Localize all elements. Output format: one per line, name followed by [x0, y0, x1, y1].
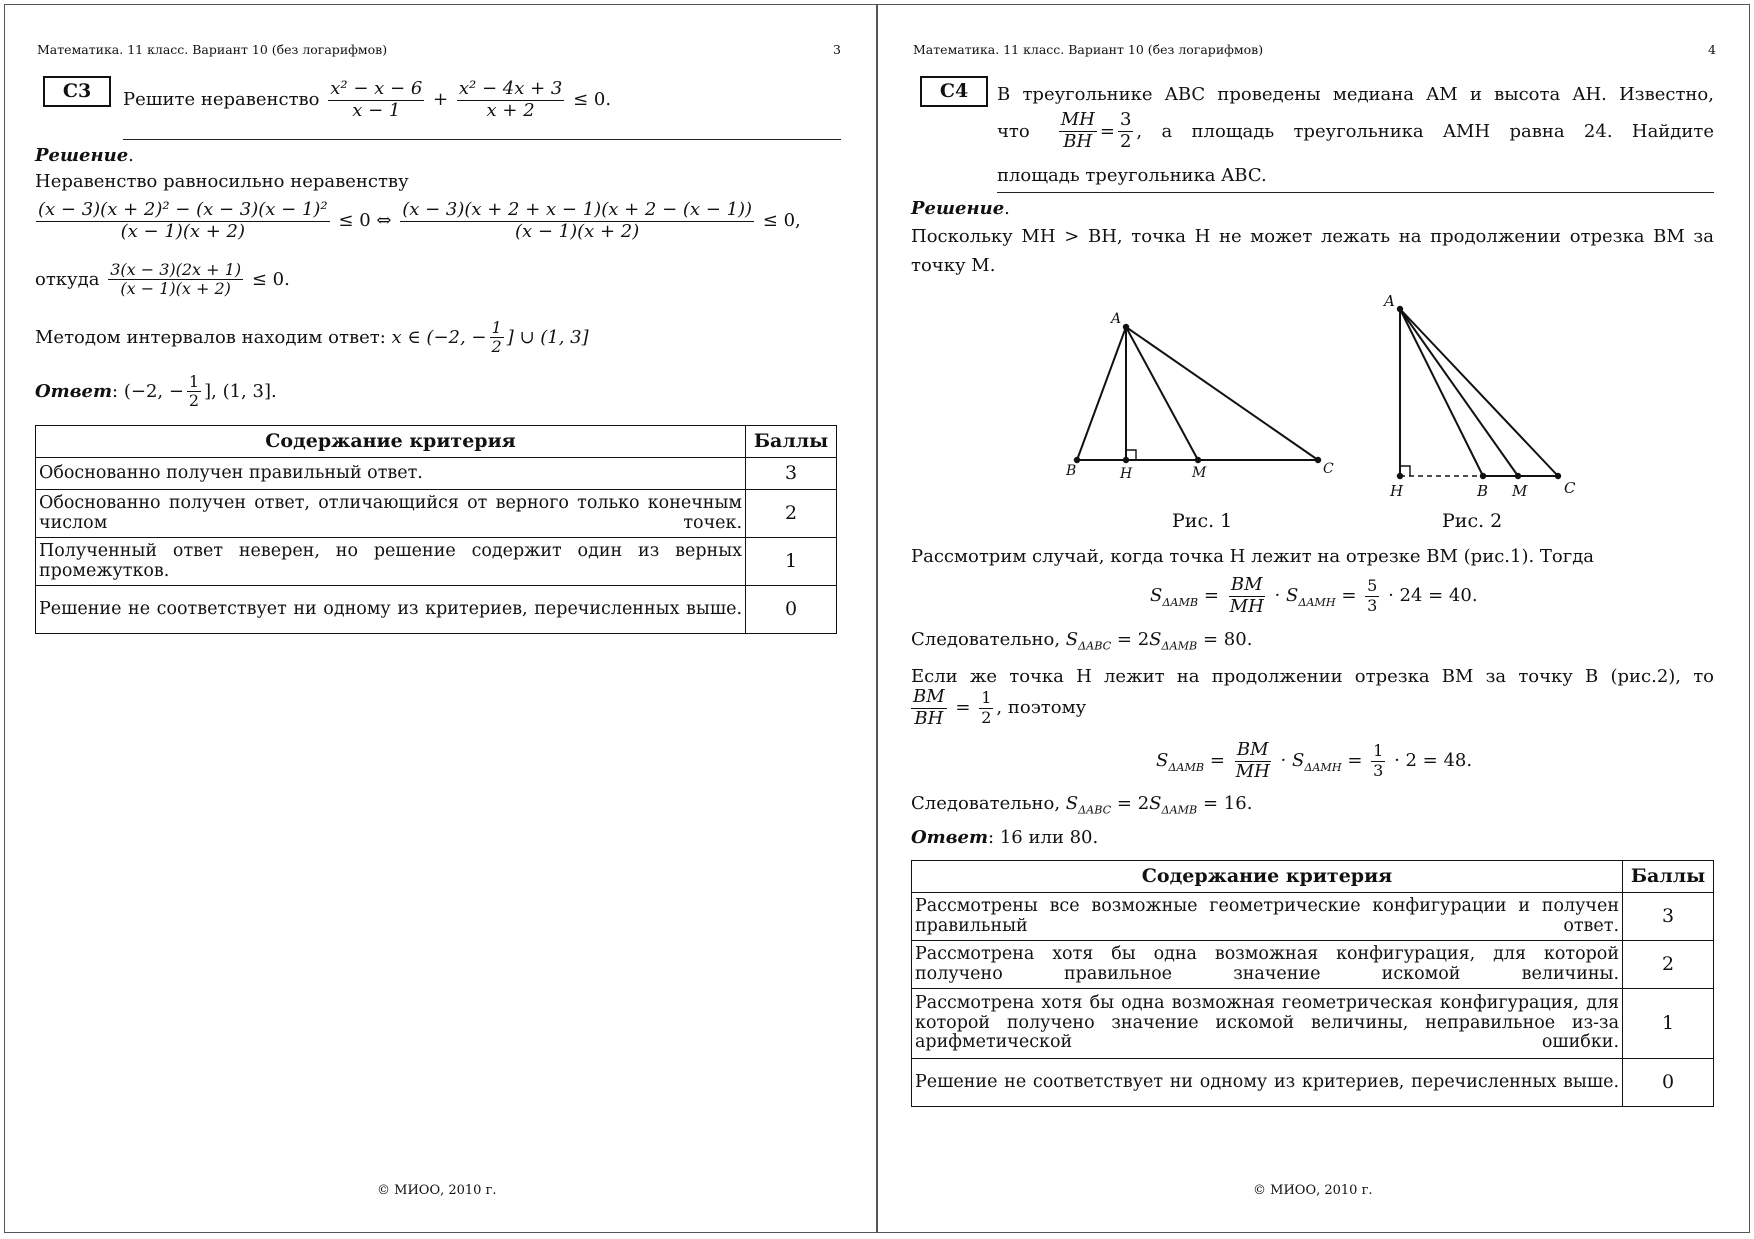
equals-sign: = — [1341, 585, 1357, 607]
fraction-numerator: 1 — [491, 318, 502, 337]
criteria-table — [35, 425, 837, 634]
whence-formula — [35, 261, 290, 299]
fraction-denominator: 2 — [188, 391, 200, 411]
side-ac — [1126, 327, 1318, 460]
area-symbol: · S — [1274, 585, 1299, 607]
label-c: C — [1564, 479, 1576, 497]
answer-value: : 16 или 80. — [988, 827, 1099, 848]
label-h: H — [1390, 482, 1404, 499]
whence-text: откуда — [35, 268, 100, 290]
label-a: A — [1384, 292, 1395, 310]
task-label: С3 — [43, 76, 111, 107]
equivalence-text: Неравенство равносильно неравенству — [35, 171, 409, 192]
area-subscript: ΔABC — [1078, 639, 1112, 653]
consequence-text: Следовательно, — [911, 793, 1061, 814]
fraction-1 — [328, 79, 424, 121]
page-header: Математика. 11 класс. Вариант 10 (без логарифмов) — [37, 42, 388, 57]
point-c — [1555, 473, 1561, 479]
case2-ratio — [908, 687, 1086, 729]
method-text: Методом интервалов находим ответ: — [35, 326, 386, 348]
relation: ≤ 0. — [573, 89, 612, 111]
fraction-value — [1371, 742, 1385, 780]
fraction-value — [1365, 577, 1379, 615]
criterion-text: Обоснованно получен правильный ответ. — [36, 458, 746, 490]
criterion-points: 3 — [746, 458, 837, 490]
column-header-points: Баллы — [1623, 861, 1714, 893]
solution-heading: Решение. — [35, 145, 134, 166]
interval-end: ] ∪ (1, 3] — [506, 326, 589, 348]
fraction-half — [490, 319, 504, 357]
criterion-points: 1 — [746, 538, 837, 586]
equals-two: = 2 — [1111, 793, 1150, 814]
task-text: , а площадь треугольника AMH равна 24. Найдите — [1136, 120, 1714, 142]
fraction-numerator: 5 — [1367, 576, 1378, 596]
fraction-numerator: BM — [1230, 574, 1263, 595]
column-header-points: Баллы — [746, 426, 837, 458]
figure-2 — [1368, 289, 1608, 499]
figure-1 — [1058, 305, 1368, 485]
page-number: 3 — [833, 42, 841, 57]
fraction-ratio — [911, 687, 947, 729]
fraction-ratio — [1228, 575, 1266, 617]
solution-label: Решение — [911, 198, 1005, 219]
fraction-denominator: BH — [914, 707, 944, 729]
solution-paragraph: Если же точка H лежит на продолжении отрезка BM за точку B (рис.2), то — [911, 666, 1714, 687]
area-subscript: ΔAMH — [1298, 595, 1336, 609]
fraction-denominator: (x − 1)(x + 2) — [514, 220, 640, 242]
consequence-value: = 16. — [1197, 793, 1253, 814]
fraction-numerator: x² − 4x + 3 — [458, 78, 563, 99]
criterion-points: 0 — [1623, 1059, 1714, 1107]
task-underline — [123, 139, 841, 140]
answer-label: Ответ — [35, 380, 113, 402]
column-header-content: Содержание критерия — [36, 426, 746, 458]
fraction-numerator: 3 — [1119, 109, 1132, 130]
plus-sign: + — [433, 89, 449, 111]
task-line-2 — [997, 110, 1714, 152]
criterion-text: Полученный ответ неверен, но решение содержит один из верных промежутков. — [36, 538, 746, 586]
task-underline — [997, 192, 1714, 193]
fraction-numerator: 3(x − 3)(2x + 1) — [110, 260, 242, 279]
fraction-ratio — [1059, 110, 1097, 152]
area-subscript: ΔABC — [1078, 803, 1112, 817]
equals-sign: = — [1099, 120, 1115, 142]
point-a — [1123, 324, 1129, 330]
table-row — [36, 538, 837, 586]
label-b: B — [1066, 463, 1077, 479]
area-symbol: S — [1149, 629, 1162, 650]
answer-end: ], (1, 3]. — [204, 380, 277, 402]
page-left — [4, 4, 877, 1233]
interval-start: x ∈ (−2, − — [391, 326, 487, 348]
point-c — [1315, 457, 1321, 463]
median-am — [1400, 309, 1518, 476]
table-row — [36, 586, 837, 634]
criterion-points: 3 — [1623, 893, 1714, 941]
area-symbol: S — [1150, 585, 1163, 607]
criterion-points: 0 — [746, 586, 837, 634]
criteria-table — [911, 860, 1714, 1107]
point-m — [1195, 457, 1201, 463]
answer-line — [35, 373, 277, 411]
area-subscript: ΔAMB — [1161, 639, 1198, 653]
task-line-1: В треугольнике ABC проведены медиана AM и высота AH. Известно, — [997, 84, 1714, 105]
figure-1-caption: Рис. 1 — [1172, 510, 1233, 532]
fraction-numerator: 1 — [188, 372, 200, 391]
task-label: С4 — [920, 76, 988, 107]
fraction-denominator: (x − 1)(x + 2) — [120, 279, 231, 299]
area-subscript: ΔAMB — [1162, 595, 1199, 609]
fraction-denominator: (x − 1)(x + 2) — [120, 220, 245, 242]
criterion-points: 2 — [1623, 941, 1714, 989]
task-statement — [123, 79, 611, 121]
fraction-numerator: 1 — [1373, 741, 1384, 761]
label-h: H — [1120, 466, 1133, 482]
fraction-value — [979, 689, 993, 727]
task-text: что — [997, 120, 1030, 142]
page-footer: © МИОО, 2010 г. — [377, 1183, 497, 1198]
answer-label: Ответ — [911, 827, 989, 848]
fraction-denominator: 2 — [491, 337, 502, 357]
criterion-text: Рассмотрена хотя бы одна возможная конфигурация, для которой получено правильное значение искомой величины. — [912, 941, 1623, 989]
label-b: B — [1477, 482, 1489, 499]
fraction-denominator: 3 — [1367, 595, 1378, 615]
label-a: A — [1111, 311, 1122, 327]
side-ab — [1400, 309, 1483, 476]
solution-paragraph: Поскольку MH > BH, точка H не может лежать на продолжении отрезка BM за — [911, 226, 1714, 247]
fraction-denominator: x + 2 — [486, 99, 535, 121]
area-symbol: S — [1065, 629, 1079, 650]
point-b — [1480, 473, 1486, 479]
table-row — [912, 893, 1714, 941]
page-right — [877, 4, 1750, 1233]
label-c: C — [1323, 461, 1334, 477]
fraction-eq2 — [400, 200, 754, 242]
table-header-row — [912, 861, 1714, 893]
equals-sign: = — [1347, 750, 1363, 772]
consequence-1 — [911, 629, 1252, 653]
page-footer: © МИОО, 2010 г. — [1253, 1183, 1373, 1198]
equals-two: = 2 — [1111, 629, 1150, 650]
area-subscript: ΔAMH — [1304, 760, 1342, 774]
area-symbol: S — [1156, 750, 1169, 772]
consequence-text: Следовательно, — [911, 629, 1061, 650]
column-header-content: Содержание критерия — [912, 861, 1623, 893]
label-m: M — [1192, 465, 1207, 481]
fraction-half — [187, 373, 201, 411]
criterion-text: Рассмотрены все возможные геометрические конфигурации и получен правильный ответ. — [912, 893, 1623, 941]
side-ab — [1077, 327, 1126, 460]
formula-tail: · 24 = 40. — [1388, 585, 1478, 607]
table-row — [36, 458, 837, 490]
fraction-numerator: BM — [1236, 739, 1269, 760]
label-m: M — [1512, 482, 1528, 499]
fraction-numerator: BM — [913, 686, 945, 707]
point-h — [1123, 457, 1129, 463]
formula-tail: · 2 = 48. — [1394, 750, 1473, 772]
point-a — [1397, 306, 1403, 312]
task-line-3: площадь треугольника ABC. — [997, 165, 1267, 186]
table-header-row — [36, 426, 837, 458]
consequence-2 — [911, 793, 1252, 817]
table-row — [912, 989, 1714, 1059]
answer-start: : (−2, − — [112, 380, 184, 402]
fraction-numerator: MH — [1060, 109, 1095, 130]
solution-heading: Решение. — [911, 198, 1010, 219]
equivalence-formula — [33, 200, 801, 242]
fraction-numerator: x² − x − 6 — [330, 78, 423, 99]
method-line — [35, 319, 589, 357]
side-ac — [1400, 309, 1558, 476]
criterion-text: Рассмотрена хотя бы одна возможная геометрическая конфигурация, для которой получено значение искомой величины, неправильное из-за арифметической ошибки. — [912, 989, 1623, 1059]
fraction-denominator: 2 — [981, 707, 992, 727]
case2-text: , поэтому — [996, 697, 1087, 719]
answer-line — [911, 827, 1098, 848]
point-h — [1397, 473, 1403, 479]
fraction-numerator: (x − 3)(x + 2)² − (x − 3)(x − 1)² — [38, 199, 328, 220]
criterion-text: Решение не соответствует ни одному из критериев, перечисленных выше. — [912, 1059, 1623, 1107]
task-prefix: Решите неравенство — [123, 89, 320, 111]
equals-sign: = — [955, 697, 971, 719]
area-subscript: ΔAMB — [1168, 760, 1205, 774]
fraction-eq1 — [36, 200, 330, 242]
page-number: 4 — [1708, 42, 1716, 57]
fraction-ratio — [1234, 740, 1272, 782]
equals-sign: = — [1203, 585, 1219, 607]
fraction-denominator: MH — [1229, 595, 1264, 617]
area-symbol: S — [1149, 793, 1162, 814]
fraction-value — [1118, 110, 1133, 152]
table-row — [912, 941, 1714, 989]
solution-label: Решение — [35, 145, 129, 166]
relation: ≤ 0. — [251, 268, 290, 290]
consequence-value: = 80. — [1197, 629, 1253, 650]
point-m — [1515, 473, 1521, 479]
criterion-points: 1 — [1623, 989, 1714, 1059]
area-subscript: ΔAMB — [1161, 803, 1198, 817]
criterion-text: Обоснованно получен ответ, отличающийся от верного только конечным числом точек. — [36, 490, 746, 538]
figure-2-caption: Рис. 2 — [1442, 510, 1503, 532]
criterion-points: 2 — [746, 490, 837, 538]
solution-paragraph: Рассмотрим случай, когда точка H лежит на отрезке BM (рис.1). Тогда — [911, 546, 1595, 567]
formula-1 — [1150, 575, 1478, 617]
equals-sign: = — [1209, 750, 1225, 772]
fraction-denominator: MH — [1235, 760, 1270, 782]
fraction-denominator: x − 1 — [352, 99, 401, 121]
page-header: Математика. 11 класс. Вариант 10 (без логарифмов) — [913, 42, 1264, 57]
fraction-eq3 — [108, 261, 243, 299]
table-row — [36, 490, 837, 538]
area-symbol: · S — [1280, 750, 1305, 772]
fraction-numerator: (x − 3)(x + 2 + x − 1)(x + 2 − (x − 1)) — [402, 199, 753, 220]
criterion-text: Решение не соответствует ни одному из критериев, перечисленных выше. — [36, 586, 746, 634]
relation: ≤ 0 ⇔ — [338, 210, 392, 232]
median-am — [1126, 327, 1198, 460]
fraction-denominator: 3 — [1373, 760, 1384, 780]
area-symbol: S — [1065, 793, 1079, 814]
relation: ≤ 0, — [762, 210, 801, 232]
fraction-numerator: 1 — [981, 688, 992, 708]
solution-paragraph: точку M. — [911, 255, 996, 276]
table-row — [912, 1059, 1714, 1107]
fraction-2 — [457, 79, 564, 121]
fraction-denominator: BH — [1063, 130, 1093, 152]
fraction-denominator: 2 — [1119, 130, 1132, 152]
formula-2 — [1156, 740, 1472, 782]
